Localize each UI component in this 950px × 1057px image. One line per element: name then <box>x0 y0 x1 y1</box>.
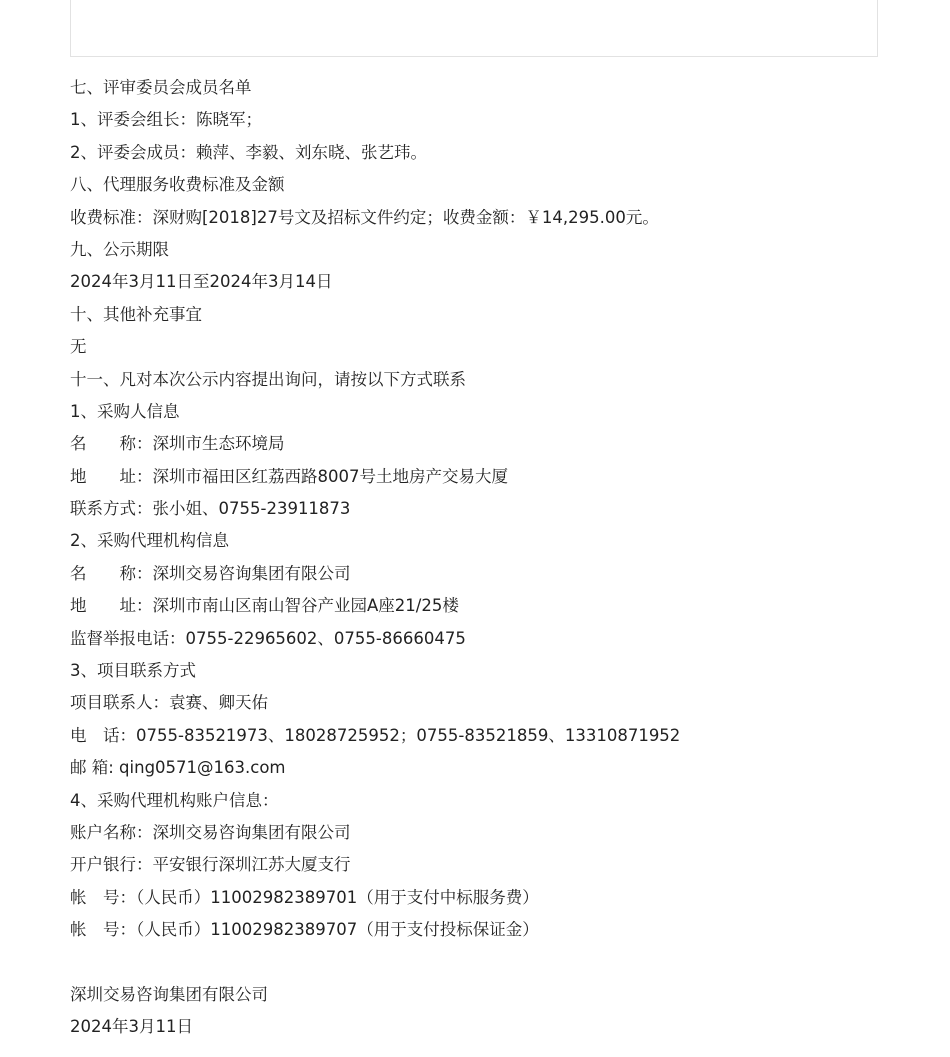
section-heading-review-committee: 七、评审委员会成员名单 <box>70 78 252 97</box>
purchaser-address: 地 址：深圳市福田区红荔西路8007号土地房产交易大厦 <box>70 466 508 486</box>
project-contact-persons: 项目联系人：袁赛、卿天佑 <box>70 693 268 713</box>
account-bank: 开户银行：平安银行深圳江苏大厦支行 <box>70 855 351 875</box>
previous-section-box <box>70 0 878 57</box>
agency-address: 地 址：深圳市南山区南山智谷产业园A座21/25楼 <box>70 596 459 616</box>
publicity-period-dates: 2024年3月11日至2024年3月14日 <box>70 272 333 292</box>
committee-leader: 1、评委会组长：陈晓军； <box>70 110 262 130</box>
project-contact-phones: 电 话：0755-83521973、18028725952；0755-83521859、13310871952 <box>70 725 681 745</box>
announcement-body <box>70 72 890 1044</box>
purchaser-info-heading: 1、采购人信息 <box>70 401 180 421</box>
agency-name: 名 称：深圳交易咨询集团有限公司 <box>70 563 351 583</box>
signature-company: 深圳交易咨询集团有限公司 <box>70 984 268 1004</box>
fee-standard-and-amount: 收费标准：深财购[2018]27号文及招标文件约定；收费金额：￥14,295.00元。 <box>70 207 659 227</box>
section-heading-other-matters: 十、其他补充事宜 <box>70 304 202 324</box>
purchaser-name: 名 称：深圳市生态环境局 <box>70 434 285 454</box>
supervision-phone: 监督举报电话：0755-22965602、0755-86660475 <box>70 628 466 648</box>
signature-date: 2024年3月11日 <box>70 1017 193 1037</box>
purchaser-contact: 联系方式：张小姐、0755-23911873 <box>70 499 351 519</box>
section-heading-agency-fee: 八、代理服务收费标准及金额 <box>70 175 285 195</box>
agency-account-heading: 4、采购代理机构账户信息： <box>70 790 279 810</box>
account-number-bid-deposit: 帐 号：（人民币）11002982389707（用于支付投标保证金） <box>70 920 539 940</box>
account-number-service-fee: 帐 号：（人民币）11002982389701（用于支付中标服务费） <box>70 887 539 907</box>
account-name: 账户名称：深圳交易咨询集团有限公司 <box>70 822 351 842</box>
agency-info-heading: 2、采购代理机构信息 <box>70 531 229 551</box>
project-contact-heading: 3、项目联系方式 <box>70 661 196 681</box>
section-heading-contact: 十一、凡对本次公示内容提出询问，请按以下方式联系 <box>70 369 466 389</box>
committee-members: 2、评委会成员：赖萍、李毅、刘东晓、张艺玮。 <box>70 142 427 162</box>
section-heading-publicity-period: 九、公示期限 <box>70 239 169 259</box>
project-contact-email: 邮 箱: qing0571@163.com <box>70 758 286 778</box>
other-matters-value: 无 <box>70 337 87 357</box>
blank-line <box>70 947 890 979</box>
